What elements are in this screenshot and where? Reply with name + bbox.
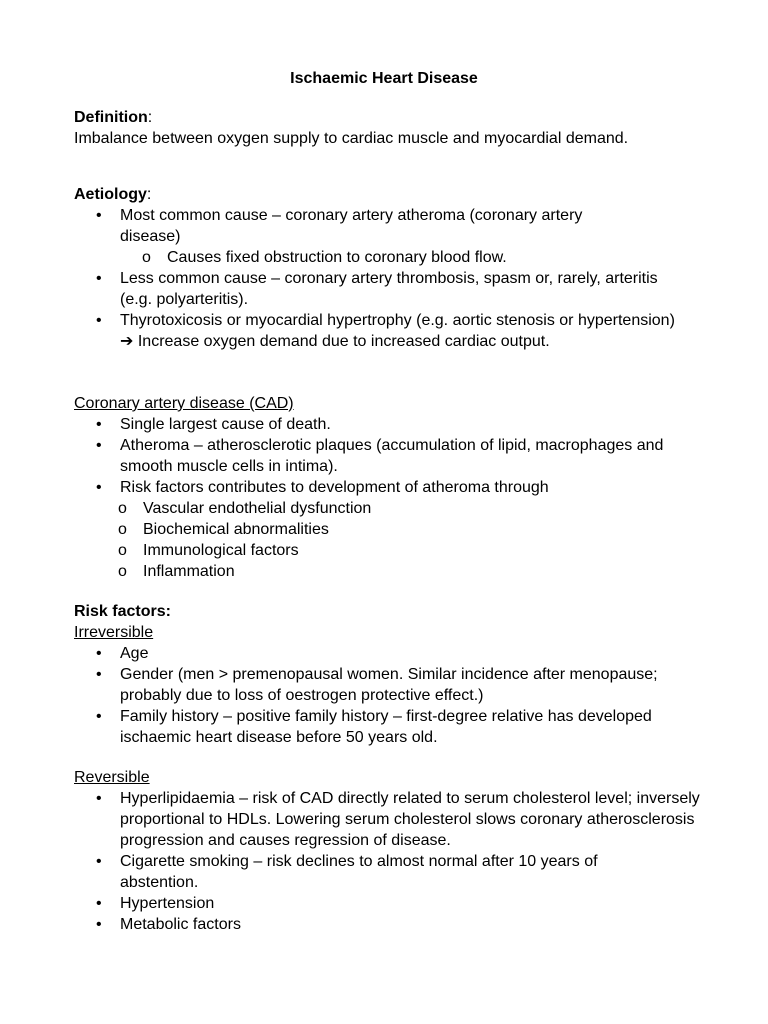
list-item: • Thyrotoxicosis or myocardial hypertrophy (e.g. aortic stenosis or hypertension) ➔ Increase oxygen demand due to increased cardiac output.: [74, 310, 728, 352]
list-item: • Family history – positive family history – first-degree relative has developed ischaemic heart disease before 50 years old.: [74, 706, 728, 748]
risk-heading: Risk factors:: [74, 603, 171, 620]
list-item: • Less common cause – coronary artery thrombosis, spasm or, rarely, arteritis (e.g. polyarteritis).: [74, 268, 728, 310]
aetiology-list: [74, 205, 728, 352]
cad-section: [74, 393, 728, 582]
list-item: • Metabolic factors: [74, 914, 728, 935]
list-item: • Cigarette smoking – risk declines to almost normal after 10 years of abstention.: [74, 851, 728, 893]
aetiology-heading: Aetiology: [74, 186, 147, 203]
definition-text: Imbalance between oxygen supply to cardiac muscle and myocardial demand.: [74, 130, 629, 147]
reversible-heading: Reversible: [74, 769, 150, 786]
list-item: • Atheroma – atherosclerotic plaques (accumulation of lipid, macrophages and smooth muscle cells in intima).: [74, 435, 728, 477]
irreversible-heading: Irreversible: [74, 624, 154, 641]
reversible-section: [74, 767, 728, 935]
sub-list-item: o Biochemical abnormalities: [74, 519, 728, 540]
sub-list-item: o Inflammation: [74, 561, 728, 582]
list-item: • Hyperlipidaemia – risk of CAD directly related to serum cholesterol level; inversely proportional to HDLs. Lowering serum cholesterol slows coronary atherosclerosis progression and causes regression of disease.: [74, 788, 728, 851]
cad-heading: Coronary artery disease (CAD): [74, 395, 294, 412]
definition-heading: Definition: [74, 109, 148, 126]
irreversible-list: [74, 643, 728, 748]
list-item: • Age: [74, 643, 728, 664]
aetiology-colon: :: [146, 186, 152, 203]
definition-section: [74, 107, 728, 149]
cad-list: [74, 414, 728, 582]
definition-colon: :: [147, 109, 153, 126]
list-item: • Most common cause – coronary artery atheroma (coronary artery disease): [74, 205, 728, 247]
list-item: • Risk factors contributes to development of atheroma through: [74, 477, 728, 498]
sub-list-item: o Immunological factors: [74, 540, 728, 561]
list-item: o Causes fixed obstruction to coronary blood flow.: [74, 247, 728, 268]
reversible-list: [74, 788, 728, 935]
definition-heading-line: [74, 107, 728, 128]
sub-list-item: o Vascular endothelial dysfunction: [74, 498, 728, 519]
list-item: • Gender (men > premenopausal women. Similar incidence after menopause; probably due to loss of oestrogen protective effect.): [74, 664, 728, 706]
aetiology-heading-line: [74, 184, 728, 205]
list-item: • Single largest cause of death.: [74, 414, 728, 435]
risk-section: [74, 601, 728, 748]
list-item: • Hypertension: [74, 893, 728, 914]
page-title: Ischaemic Heart Disease: [290, 70, 478, 87]
aetiology-section: [74, 184, 728, 352]
